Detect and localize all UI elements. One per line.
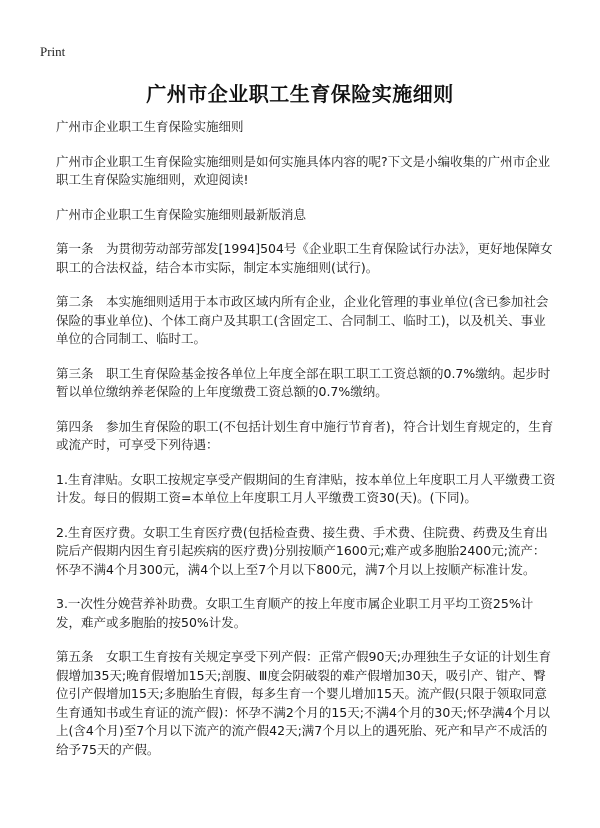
document-body — [56, 118, 556, 775]
print-link[interactable]: Print — [40, 44, 66, 59]
article-4-item-1: 1.生育津贴。女职工按规定享受产假期间的生育津贴，按本单位上年度职工月人平缴费工资计发。每日的假期工资=本单位上年度职工月人平缴费工资30(天)。(下同)。 — [56, 471, 556, 505]
article-4-item-2: 2.生育医疗费。女职工生育医疗费(包括检查费、接生费、手术费、住院费、药费及生育出院后产假期内因生育引起疾病的医疗费)分别按顺产1600元;难产或多胞胎2400元;流产：怀孕不满4个月300元，满4个以上至7个月以下800元，满7个月以上按顺产标准计发。 — [56, 524, 548, 577]
article-4-item-3: 3.一次性分娩营养补助费。女职工生育顺产的按上年度市属企业职工月平均工资25%计发，难产或多胞胎的按50%计发。 — [56, 596, 534, 630]
paragraph-subtitle: 广州市企业职工生育保险实施细则最新版消息 — [56, 206, 307, 222]
article-3: 第三条 职工生育保险基金按各单位上年度全部在职工职工工资总额的0.7%缴纳。起步时暂以单位缴纳养老保险的上年度缴费工资总额的0.7%缴纳。 — [56, 365, 551, 399]
article-1: 第一条 为贯彻劳动部劳部发[1994]504号《企业职工生育保险试行办法》，更好地保障女职工的合法权益，结合本市实际，制定本实施细则(试行)。 — [56, 241, 553, 275]
paragraph-intro: 广州市企业职工生育保险实施细则是如何实施具体内容的呢?下文是小编收集的广州市企业职工生育保险实施细则，欢迎阅读! — [56, 153, 551, 187]
paragraph-heading: 广州市企业职工生育保险实施细则 — [56, 119, 244, 134]
document-title: 广州市企业职工生育保险实施细则 — [146, 82, 454, 106]
article-2: 第二条 本实施细则适用于本市政区域内所有企业，企业化管理的事业单位(含已参加社会保险的事业单位)、个体工商户及其职工(含固定工、合同制工、临时工)，以及机关、事业单位的合同制工、临时工。 — [56, 294, 549, 346]
article-5: 第五条 女职工生育按有关规定享受下列产假：正常产假90天;办理独生子女证的计划生育假增加35天;晚育假增加15天;剖腹、Ⅲ度会阴破裂的难产假增加30天，吸引产、钳产、臀位引产假增加15天;多胞胎生育假，每多生育一个婴儿增加15天。流产假(只限于领取同意生育通知书或生育证的流产假)：怀孕不满2个月的15天;不满4个月的30天;怀孕满4个月以上(含4个月)至7个月以下流产的流产假42天;满7个月以上的遇死胎、死产和早产不成活的给予75天的产假。 — [56, 649, 552, 757]
article-4: 第四条 参加生育保险的职工(不包括计划生育中施行节育者)，符合计划生育规定的，生育或流产时，可享受下列待遇： — [56, 418, 554, 452]
